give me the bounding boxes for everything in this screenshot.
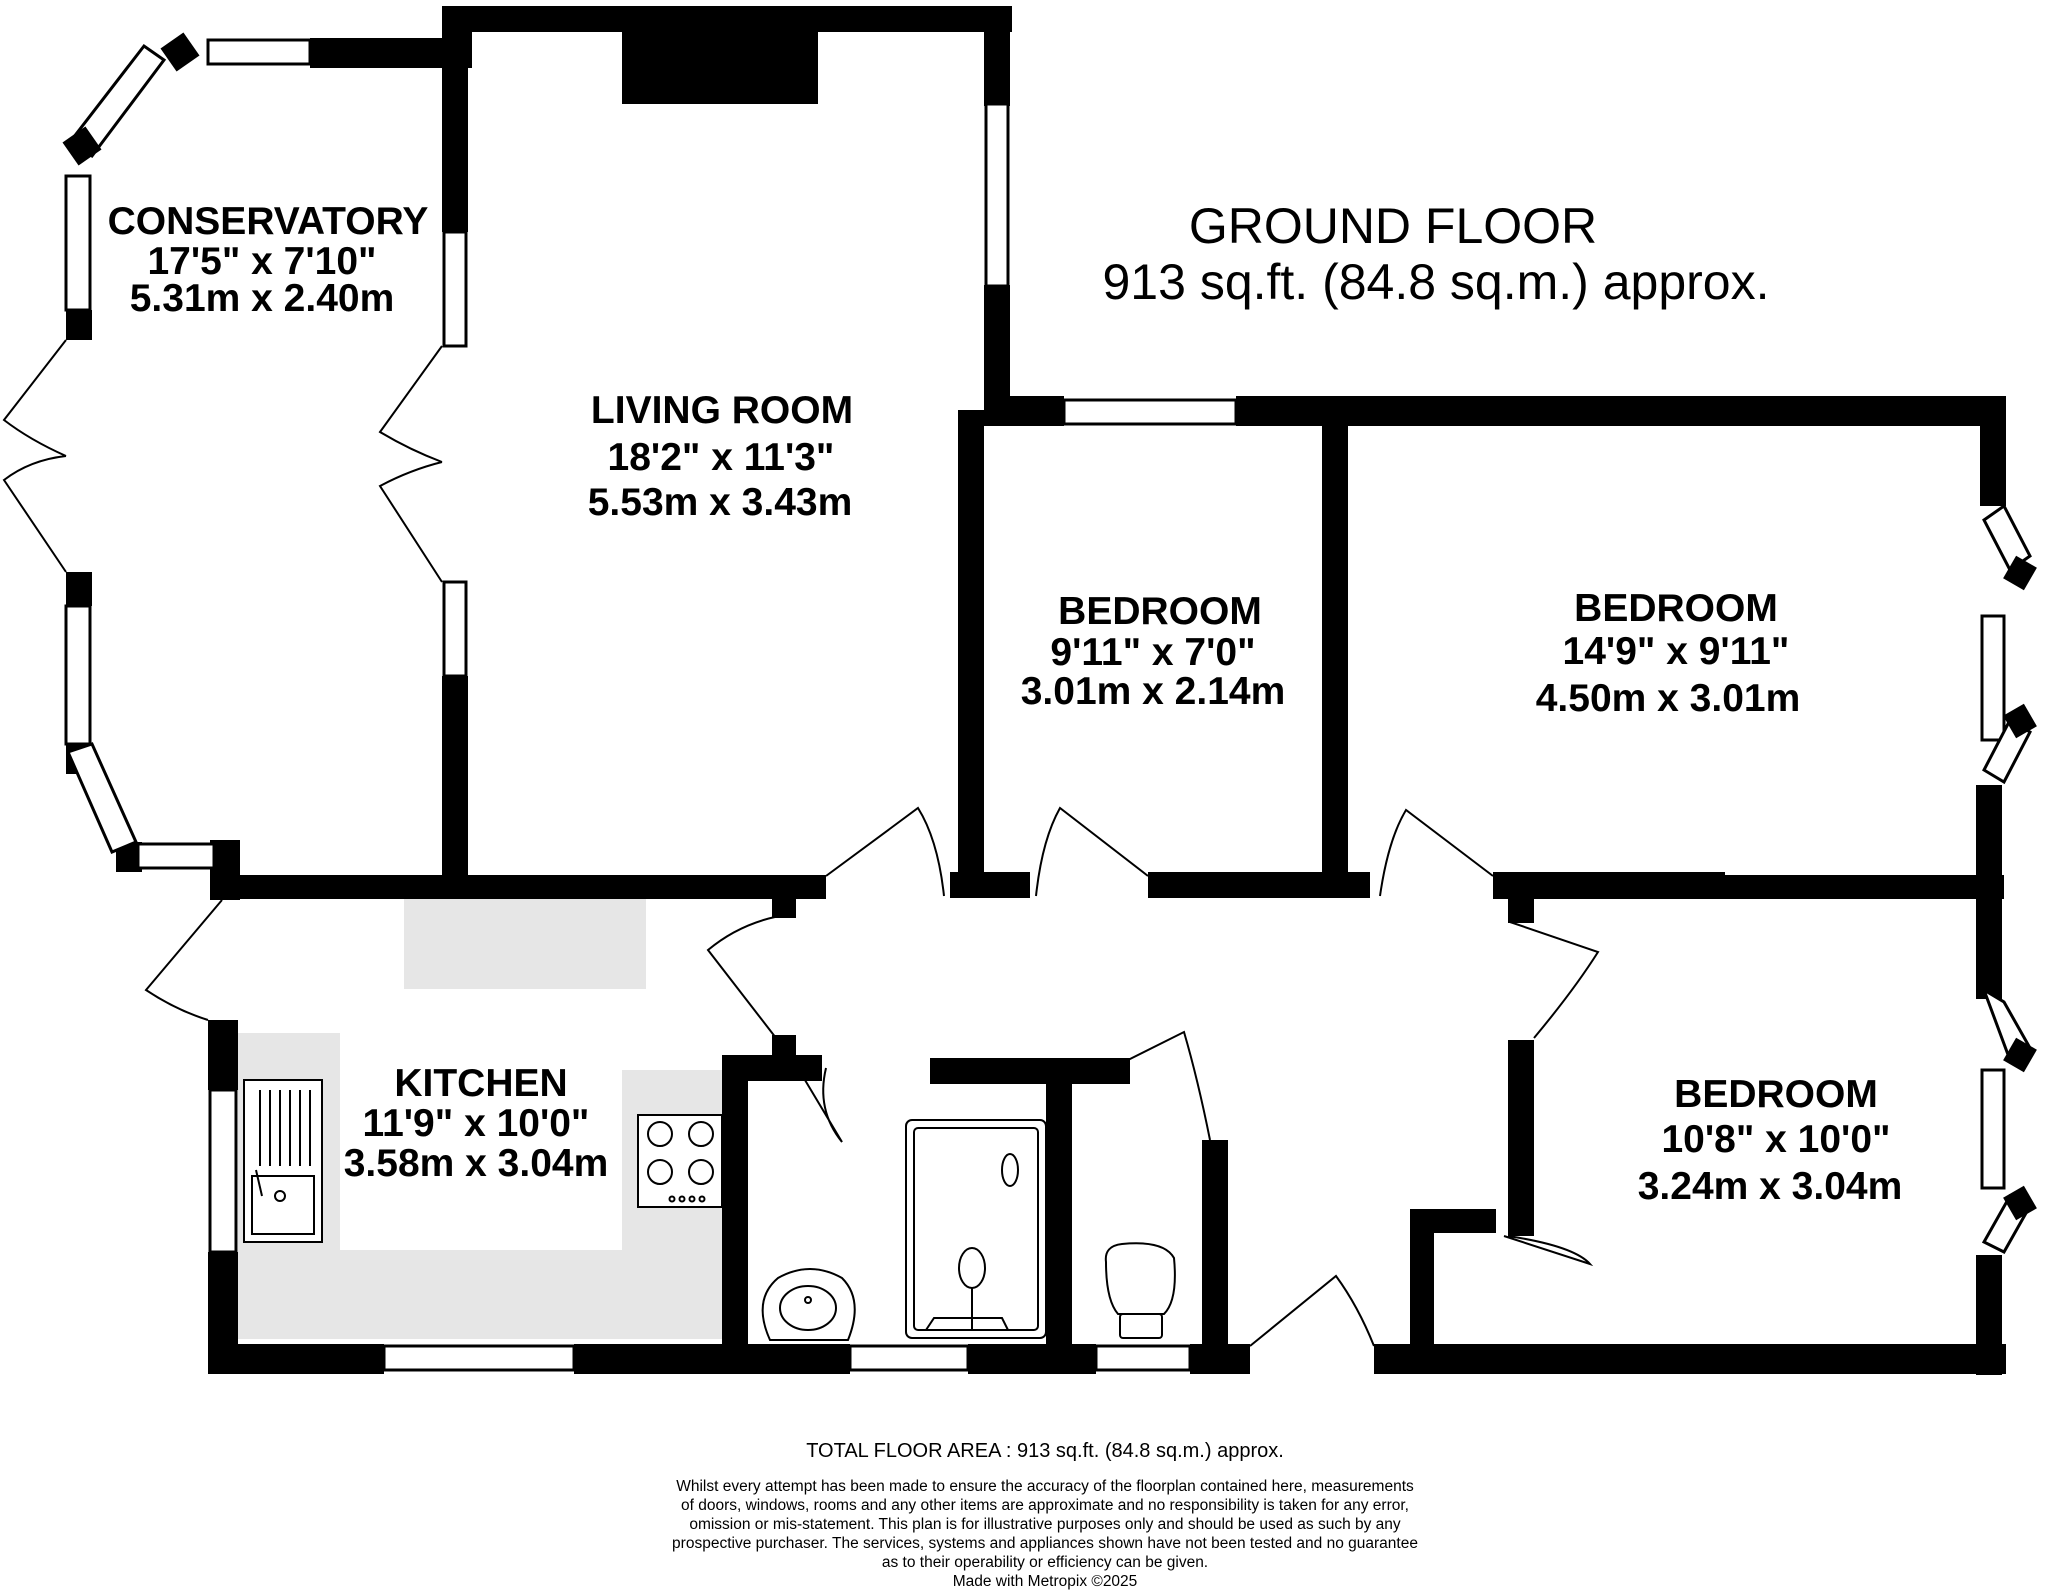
disclaimer-line: as to their operability or efficiency can be given. [881,1554,1209,1571]
window [444,582,466,676]
door-swing [1036,808,1148,896]
disclaimer-line: omission or mis-statement. This plan is for illustrative purposes only and should be used as such by any [689,1516,1401,1533]
window [384,1346,574,1370]
room-conservatory [108,200,429,320]
total-floor-area: TOTAL FLOOR AREA : 913 sq.ft. (84.8 sq.m.) approx. [806,1440,1284,1462]
wall [1493,875,2004,899]
window [986,104,1008,286]
room-bedroom-small [1021,590,1286,713]
floor-title: GROUND FLOOR [1188,198,1598,254]
window [1982,616,2004,740]
plan-footer [560,1440,1530,1591]
room-name: CONSERVATORY [107,200,429,243]
room-name: KITCHEN [394,1062,568,1105]
disclaimer-line: Whilst every attempt has been made to ensure the accuracy of the floorplan contained here, measurements [676,1478,1414,1495]
wall [1508,893,1534,923]
room-name: LIVING ROOM [590,389,854,432]
door-swing [1504,1236,1590,1264]
door-swing [1380,810,1493,896]
door-swing [1128,1032,1210,1140]
door-swing [380,346,442,462]
room-size-metric: 3.58m x 3.04m [343,1142,609,1185]
wall [1374,1344,2006,1374]
door-swing [4,456,66,572]
room-size-imperial: 14'9" x 9'11" [1562,630,1790,673]
wall [222,875,826,899]
wall [1980,396,2006,506]
door-swing [4,340,66,456]
made-with-credit: Made with Metropix ©2025 [952,1573,1138,1590]
room-kitchen [344,1062,609,1185]
door-swing [826,808,944,896]
room-size-metric: 3.01m x 2.14m [1020,670,1286,713]
wall [1236,396,2004,426]
window [210,1090,236,1252]
wall [1066,1058,1114,1084]
door-swing [146,900,222,1020]
window [138,844,214,868]
wall [208,1020,238,1090]
wall [1410,1209,1496,1233]
room-bedroom-rear [1638,1073,1903,1208]
door-swing [1510,922,1598,1038]
wall [66,310,92,340]
room-size-metric: 4.50m x 3.01m [1535,677,1801,720]
wall [574,1344,850,1374]
floor-area: 913 sq.ft. (84.8 sq.m.) approx. [1102,254,1770,310]
wall [722,1055,748,1355]
washbasin-icon [763,1269,855,1340]
window [1096,1346,1190,1370]
disclaimer-line: prospective purchaser. The services, systems and appliances shown have not been tested and no guarantee [672,1535,1418,1552]
room-name: BEDROOM [1058,590,1262,633]
wall [442,6,1012,32]
wall [1202,1140,1228,1354]
room-size-imperial: 9'11" x 7'0" [1050,631,1256,674]
room-size-imperial: 18'2" x 11'3" [607,436,835,479]
room-size-imperial: 10'8" x 10'0" [1661,1118,1891,1161]
wall [958,410,984,886]
wall [950,872,1030,898]
chimney-breast [622,32,818,104]
window [444,232,466,346]
wall [984,396,1064,426]
room-size-metric: 3.24m x 3.04m [1637,1165,1903,1208]
room-living-room [588,389,853,524]
room-size-metric: 5.31m x 2.40m [129,277,395,320]
wall [1322,420,1348,872]
toilet-icon [1106,1243,1175,1338]
window [68,744,136,852]
room-size-imperial: 11'9" x 10'0" [362,1102,590,1145]
shower-icon [906,1120,1046,1338]
window [850,1346,968,1370]
wall [208,1344,384,1374]
window [66,176,90,310]
window [208,40,310,64]
room-name: BEDROOM [1574,587,1778,630]
room-name: BEDROOM [1674,1073,1878,1116]
disclaimer [560,1477,1530,1572]
window [1064,400,1236,424]
disclaimer-line: of doors, windows, rooms and any other items are approximate and no responsibility is taken for any error, [680,1497,1409,1514]
wall [66,572,92,606]
door-swing [1250,1276,1374,1346]
wall [442,62,468,232]
wall [968,1344,1096,1374]
wall [1508,1040,1534,1236]
door-swing [380,462,442,582]
wall [984,6,1010,106]
door-swing [708,914,792,1038]
wall [442,676,468,876]
wall [1046,1058,1072,1354]
room-size-metric: 5.53m x 3.43m [587,481,853,524]
window [1982,1070,2004,1188]
wall [772,888,796,918]
wall [310,38,470,68]
wall [1148,872,1370,898]
hob-icon [638,1115,722,1207]
sink-icon [244,1080,322,1242]
wall [772,1035,796,1065]
room-bedroom-large [1536,587,1801,720]
room-size-imperial: 17'5" x 7'10" [147,240,377,283]
window [66,606,90,744]
